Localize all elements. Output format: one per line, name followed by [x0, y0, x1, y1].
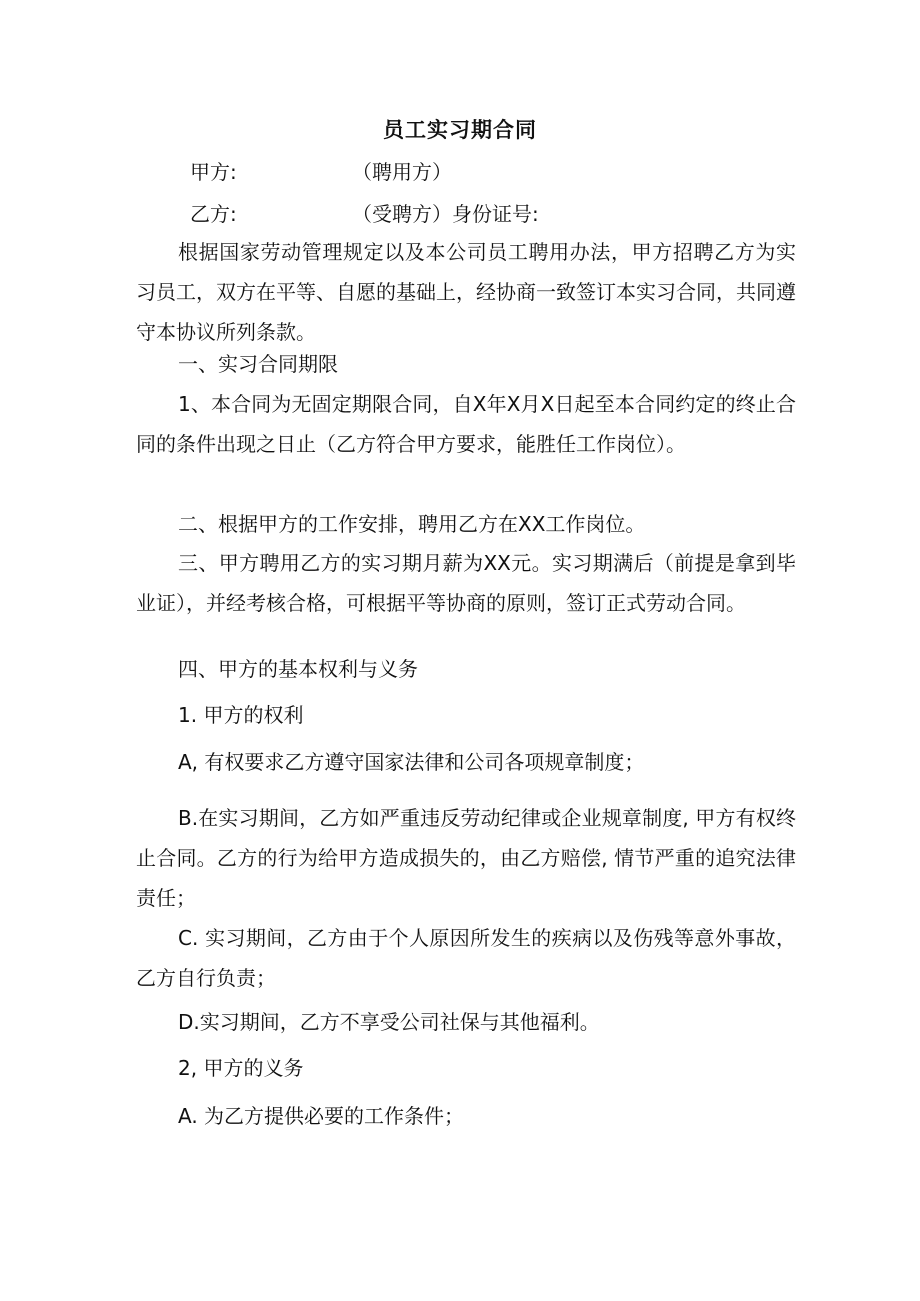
intro-paragraph: 根据国家劳动管理规定以及本公司员工聘用办法，甲方招聘乙方为实习员工，双方在平等、自愿的基础上，经协商一致签订本实习合同，共同遵守本协议所列条款。 — [136, 240, 796, 344]
party-a-label: 甲方: — [190, 160, 237, 184]
right-c: C. 实习期间，乙方由于个人原因所发生的疾病以及伤残等意外事故，乙方自行负责； — [136, 926, 796, 990]
right-a: A, 有权要求乙方遵守国家法律和公司各项规章制度； — [178, 750, 645, 774]
section4-heading: 四、甲方的基本权利与义务 — [178, 657, 418, 681]
right-d: D.实习期间，乙方不享受公司社保与其他福利。 — [178, 1010, 600, 1034]
duty-a: A. 为乙方提供必要的工作条件； — [178, 1104, 465, 1128]
rights-heading: 1. 甲方的权利 — [178, 703, 304, 727]
right-b: B.在实习期间，乙方如严重违反劳动纪律或企业规章制度, 甲方有权终止合同。乙方的行为给甲方造成损失的，由乙方赔偿, 情节严重的追究法律责任； — [136, 806, 796, 910]
section1-heading: 一、实习合同期限 — [178, 352, 338, 376]
duties-heading: 2, 甲方的义务 — [178, 1056, 304, 1080]
section2-paragraph: 二、根据甲方的工作安排，聘用乙方在XX工作岗位。 — [178, 512, 646, 536]
document-title: 员工实习期合同 — [383, 118, 537, 142]
section1-item1: 1、本合同为无固定期限合同，自X年X月X日起至本合同约定的终止合同的条件出现之日止（乙方符合甲方要求，能胜任工作岗位）。 — [136, 392, 796, 456]
party-b-note: （受聘方）身份证号: — [352, 202, 539, 226]
section3-paragraph: 三、甲方聘用乙方的实习期月薪为XX元。实习期满后（前提是拿到毕业证），并经考核合格，可根据平等协商的原则，签订正式劳动合同。 — [136, 551, 796, 615]
party-a-note: （聘用方） — [352, 160, 452, 184]
party-b-label: 乙方: — [190, 202, 237, 226]
